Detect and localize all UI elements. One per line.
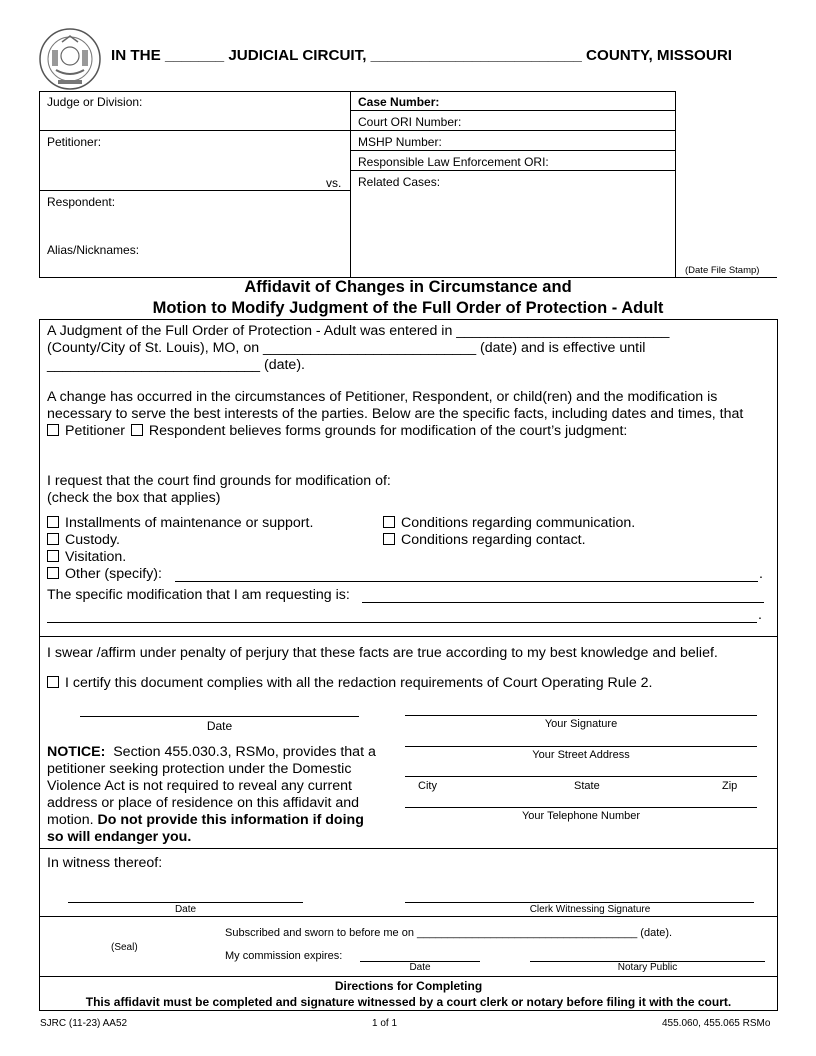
- specific-modification-line-1[interactable]: [362, 602, 764, 603]
- notary-public-label: Notary Public: [617, 962, 678, 973]
- form-title-line1: Affidavit of Changes in Circumstance and: [244, 278, 572, 296]
- notice-line-2: petitioner seeking protection under the Domestic: [47, 761, 352, 777]
- custody-label: Custody.: [65, 532, 120, 548]
- court-ori-label: Court ORI Number:: [358, 115, 462, 129]
- commission-text: My commission expires:: [225, 950, 343, 962]
- form-title-line2: Motion to Modify Judgment of the Full Order of Protection - Adult: [152, 299, 664, 317]
- option-other: [47, 566, 162, 583]
- respondent-label: Respondent:: [47, 195, 116, 209]
- custody-checkbox[interactable]: [47, 533, 59, 545]
- clerk-signature-label: Clerk Witnessing Signature: [529, 904, 651, 915]
- notice-heading: NOTICE:: [47, 744, 106, 760]
- respondent-option-label: Respondent believes forms grounds for modification of the court’s judgment:: [148, 423, 628, 439]
- other-label: Other (specify):: [65, 566, 162, 582]
- page-number: 1 of 1: [372, 1018, 398, 1029]
- filer-choice-row: [47, 423, 627, 440]
- form-id: SJRC (11-23) AA52: [40, 1018, 128, 1029]
- court-heading: IN THE _______ JUDICIAL CIRCUIT, _________________________ COUNTY, MISSOURI: [111, 47, 733, 64]
- vs-label: vs.: [326, 176, 342, 190]
- notice-line-5: [47, 812, 364, 829]
- specific-modification-line-2[interactable]: [47, 622, 757, 623]
- petitioner-checkbox[interactable]: [47, 424, 59, 436]
- seal-label: (Seal): [111, 942, 138, 953]
- date-label: Date: [206, 719, 233, 733]
- your-signature-label: Your Signature: [544, 718, 618, 730]
- notice-line-4: address or place of residence on this affidavit and: [47, 795, 360, 811]
- city-state-zip-line[interactable]: [405, 776, 757, 777]
- maintenance-label: Installments of maintenance or support.: [65, 515, 314, 531]
- date-file-stamp-label: (Date File Stamp): [685, 265, 760, 276]
- maintenance-checkbox[interactable]: [47, 516, 59, 528]
- certify-label: I certify this document complies with all the redaction requirements of Court Operating Rule 2.: [65, 675, 653, 691]
- law-enforcement-ori-label: Responsible Law Enforcement ORI:: [358, 155, 549, 169]
- certify-row: [47, 675, 652, 692]
- notice-bold-1: Do not provide this information if doing: [97, 812, 364, 828]
- city-label: City: [418, 780, 437, 792]
- communication-label: Conditions regarding communication.: [401, 515, 636, 531]
- alias-label: Alias/Nicknames:: [47, 243, 140, 257]
- specific-modification-label: The specific modification that I am requesting is:: [47, 587, 350, 603]
- change-line-2: necessary to serve the best interests of the parties. Below are the specific facts, including dates and times, that: [47, 406, 744, 422]
- other-checkbox[interactable]: [47, 567, 59, 579]
- street-address-label: Your Street Address: [532, 749, 630, 761]
- other-specify-line[interactable]: [175, 581, 758, 582]
- directions-text: This affidavit must be completed and signature witnessed by a court clerk or notary before filing it with the court.: [85, 995, 732, 1009]
- option-visitation: [47, 549, 126, 566]
- telephone-line[interactable]: [405, 807, 757, 808]
- statute-reference: 455.060, 455.065 RSMo: [662, 1018, 771, 1029]
- change-line-1: A change has occurred in the circumstances of Petitioner, Respondent, or child(ren) and the modification is: [47, 389, 718, 405]
- missouri-seal: [38, 26, 102, 92]
- witness-date-label: Date: [174, 904, 197, 915]
- request-line-1: I request that the court find grounds for modification of:: [47, 473, 391, 489]
- judgment-line-3: ___________________________ (date).: [47, 357, 305, 373]
- state-label: State: [574, 780, 600, 792]
- zip-label: Zip: [722, 780, 738, 792]
- date-signature-line[interactable]: [80, 716, 359, 717]
- judgment-line-2: (County/City of St. Louis), MO, on ___________________________ (date) and is effective until: [47, 340, 646, 356]
- visitation-checkbox[interactable]: [47, 550, 59, 562]
- communication-checkbox[interactable]: [383, 516, 395, 528]
- contact-checkbox[interactable]: [383, 533, 395, 545]
- witness-label: In witness thereof:: [47, 855, 163, 871]
- notice-text-5: motion.: [47, 812, 94, 828]
- visitation-label: Visitation.: [65, 549, 127, 565]
- street-address-line[interactable]: [405, 746, 757, 747]
- notice-text-1: Section 455.030.3, RSMo, provides that a: [113, 744, 376, 760]
- specific-mod-period: .: [758, 607, 762, 623]
- request-line-2: (check the box that applies): [47, 490, 221, 506]
- clerk-signature-line[interactable]: [405, 902, 754, 903]
- judgment-line-1: A Judgment of the Full Order of Protection - Adult was entered in ___________________________: [47, 323, 670, 339]
- related-cases-label: Related Cases:: [358, 175, 441, 189]
- other-period: .: [759, 566, 763, 582]
- subscribed-text: Subscribed and sworn to before me on ____________________________________ (date).: [225, 927, 673, 939]
- notice-line-1: [47, 744, 376, 761]
- directions-heading: Directions for Completing: [334, 979, 483, 993]
- witness-date-line[interactable]: [68, 902, 303, 903]
- case-number-label: Case Number:: [358, 95, 440, 109]
- option-contact: [383, 532, 586, 549]
- respondent-checkbox[interactable]: [131, 424, 143, 436]
- certify-checkbox[interactable]: [47, 676, 59, 688]
- petitioner-option-label: Petitioner: [65, 423, 125, 439]
- petitioner-label: Petitioner:: [47, 135, 102, 149]
- option-custody: [47, 532, 120, 549]
- notice-line-3: Violence Act is not required to reveal any current: [47, 778, 352, 794]
- option-communication: [383, 515, 635, 532]
- swear-statement: I swear /affirm under penalty of perjury that these facts are true according to my best knowledge and belief.: [47, 645, 718, 661]
- option-maintenance: [47, 515, 313, 532]
- contact-label: Conditions regarding contact.: [401, 532, 586, 548]
- notice-line-6: so will endanger you.: [47, 829, 192, 845]
- mshp-label: MSHP Number:: [358, 135, 442, 149]
- telephone-label: Your Telephone Number: [521, 810, 641, 822]
- judge-division-label: Judge or Division:: [47, 95, 143, 109]
- commission-date-label: Date: [409, 962, 431, 973]
- your-signature-line[interactable]: [405, 715, 757, 716]
